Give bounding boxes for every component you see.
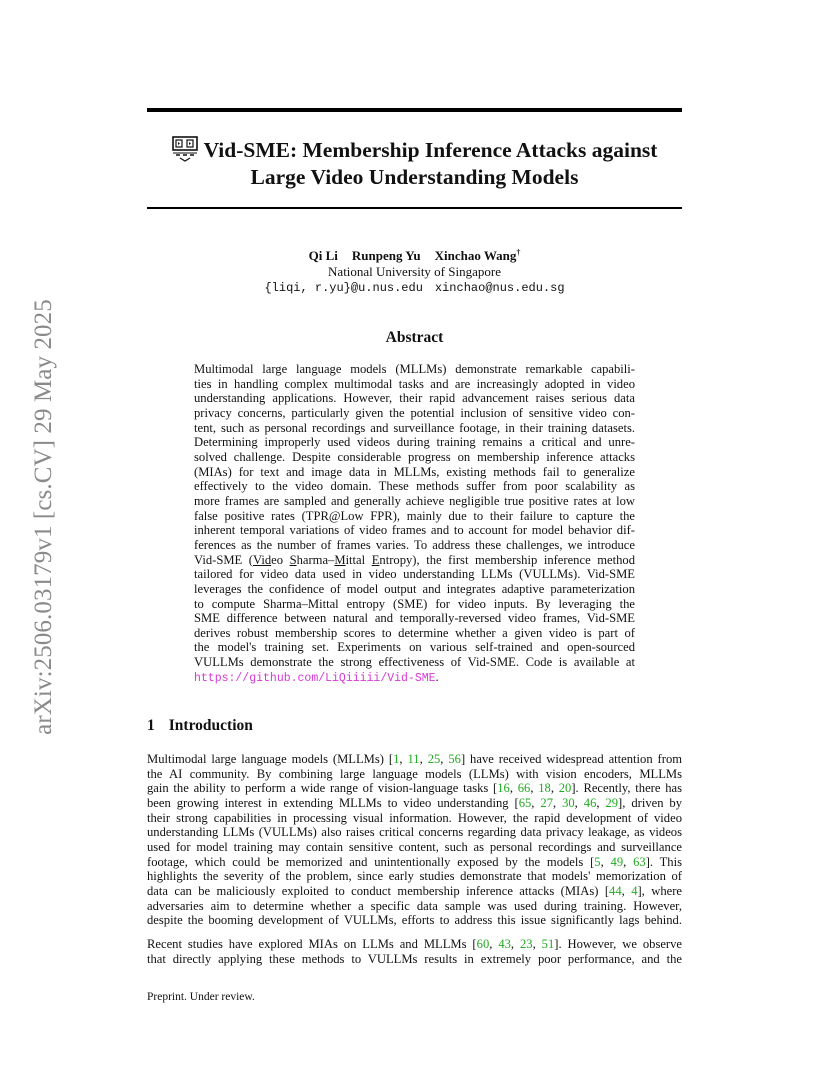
- title-line-1: [147, 134, 682, 164]
- title-top-rule: [147, 108, 682, 112]
- text-run: despite the booming development of VULLMs, efforts to address this issue significantly lags behind.: [147, 913, 682, 928]
- citation-link[interactable]: 44: [609, 883, 622, 898]
- acronym-letter: M: [334, 552, 346, 567]
- abstract-line: leverages the confidence of model output and integrates adaptive parameterization: [194, 581, 635, 596]
- text-run: data can be maliciously exploited to conduct membership inference attacks (MIAs) [: [147, 883, 610, 898]
- abstract-line: effectively to the video domain. These methods suffer from poor scalability as: [194, 479, 635, 494]
- text-run: ,: [419, 752, 428, 766]
- citation-link[interactable]: 66: [517, 781, 531, 796]
- title-bottom-rule: [147, 207, 682, 209]
- text-run: Recent studies have explored MIAs on LLMs and MLLMs [: [147, 937, 477, 951]
- paragraph-line: [147, 796, 682, 811]
- paragraph-line: [147, 752, 682, 767]
- text-run: ,: [509, 781, 518, 796]
- title-line-2: Large Video Understanding Models: [250, 165, 579, 189]
- text-run: ], where: [637, 883, 682, 898]
- author-name: Qi Li: [308, 248, 338, 263]
- abstract-line: Determining improperly used videos during training remains a critical and unre-: [194, 435, 635, 450]
- paragraph-line: [147, 825, 682, 840]
- introduction-paragraph-1: [147, 752, 682, 928]
- text-run: ,: [600, 854, 611, 869]
- citation-link[interactable]: 43: [498, 937, 511, 951]
- abstract-line: more frames are sampled and generally achieve negligible true positive rates at low: [194, 493, 635, 508]
- abstract-line: the model's training set. Experiments on various self-trained and open-sourced: [194, 640, 635, 655]
- paragraph-line: [147, 913, 682, 928]
- abstract-line: ferences as the number of frames varies. To address these challenges, we introduce: [194, 537, 635, 552]
- text-run: been growing interest in extending MLLMs to video understanding [: [147, 795, 519, 810]
- email-address: xinchao@nus.edu.sg: [434, 281, 565, 295]
- authors-block: [147, 245, 682, 296]
- paragraph-line: [147, 869, 682, 884]
- text-run: ittal: [345, 552, 372, 567]
- text-run: their strong capabilities in processing visual information. However, the rapid development of video: [147, 810, 682, 825]
- paragraph-line: [147, 767, 682, 782]
- text-run: gain the ability to perform a wide range of vision-language tasks [: [147, 781, 498, 796]
- email-address: {liqi, r.yu}@u.nus.edu: [264, 281, 423, 295]
- abstract-line: understanding applications. However, their rapid advancement raises serious data: [194, 391, 635, 406]
- abstract-line-last: [194, 670, 635, 687]
- text-run: ,: [399, 752, 408, 766]
- citation-link[interactable]: 56: [448, 752, 461, 766]
- text-run: footage, which could be memorized and unintentionally exposed by the models [: [147, 854, 595, 869]
- text-run: ]. Recently, there has: [571, 781, 682, 796]
- text-run: ,: [440, 752, 449, 766]
- abstract-line: false positive rates (TPR@Low FPR), mainly due to their failure to capture the: [194, 508, 635, 523]
- citation-link[interactable]: 27: [540, 795, 553, 810]
- text-run: ,: [574, 795, 584, 810]
- corresponding-author-mark: †: [516, 248, 521, 257]
- citation-link[interactable]: 16: [497, 781, 510, 796]
- section-heading-introduction: [147, 717, 253, 735]
- acronym-letter: S: [289, 552, 297, 567]
- text-run: ,: [510, 937, 520, 951]
- author-name-text: Xinchao Wang: [434, 248, 517, 263]
- citation-link[interactable]: 23: [519, 937, 533, 951]
- text-run: Multimodal large language models (MLLMs) [: [147, 752, 394, 766]
- author-names: [147, 245, 682, 264]
- introduction-paragraph-2: [147, 937, 682, 966]
- paragraph-line: [147, 840, 682, 855]
- citation-link[interactable]: 18: [538, 781, 551, 796]
- text-run: highlights the severity of the problem, since early studies demonstrate that models' memorization of: [147, 869, 682, 884]
- citation-link[interactable]: 51: [541, 937, 555, 951]
- text-run: ntropy), the first membership inference method: [379, 552, 635, 567]
- paragraph-line: [147, 884, 682, 899]
- citation-link[interactable]: 4: [631, 883, 638, 898]
- citation-link[interactable]: 25: [427, 752, 441, 766]
- author-emails: [147, 280, 682, 296]
- citation-link[interactable]: 49: [610, 854, 624, 869]
- affiliation: National University of Singapore: [328, 264, 501, 279]
- text-run: that directly applying these methods to VULLMs results in extremely poor performance, and the: [147, 951, 682, 966]
- title-line-1-text: Vid-SME: Membership Inference Attacks against: [203, 138, 658, 162]
- citation-link[interactable]: 20: [558, 781, 572, 796]
- text-run: used for model training may contain sensitive content, such as personal recordings and surveillance: [147, 839, 682, 854]
- acronym-letter: Vid: [252, 552, 272, 567]
- text-run: adversaries aim to determine whether a specific data sample was used during training. However,: [147, 898, 682, 913]
- citation-link[interactable]: 30: [562, 795, 575, 810]
- citation-link[interactable]: 65: [518, 795, 532, 810]
- abstract-line: SME difference between natural and temporally-reversed video frames, Vid-SME: [194, 611, 635, 626]
- text-run: ,: [552, 795, 563, 810]
- text-run: Vid-SME (: [194, 552, 253, 567]
- abstract-line: to compute Sharma–Mittal entropy (SME) for video inputs. By leveraging the: [194, 596, 635, 611]
- citation-link[interactable]: 1: [393, 752, 400, 766]
- code-repository-link[interactable]: https://github.com/LiQiiiii/Vid-SME: [194, 671, 436, 685]
- acronym-letter: E: [371, 552, 380, 567]
- film-clapper-icon: [172, 134, 198, 162]
- text-run: ]. This: [645, 854, 682, 869]
- abstract-line: VULLMs demonstrate the strong effectiveness of Vid-SME. Code is available at: [194, 655, 635, 670]
- abstract-line: ties in handling complex multimodal tasks and are increasingly adopted in video: [194, 376, 635, 391]
- abstract-line: tailored for video data used in video understanding LLMs (VULLMs). Vid-SME: [194, 567, 635, 582]
- text-run: the AI community. By combining large language models (LLMs) with vision encoders, MLLMs: [147, 766, 682, 781]
- paper-title: [147, 134, 682, 191]
- text-run: ,: [621, 883, 632, 898]
- text-run: ]. However, we observe: [554, 937, 683, 951]
- abstract-line: privacy concerns, particularly given the potential inclusion of sensitive video con-: [194, 405, 635, 420]
- text-run: ,: [623, 854, 634, 869]
- text-run: .: [435, 669, 439, 684]
- text-run: ,: [596, 795, 606, 810]
- citation-link[interactable]: 11: [407, 752, 420, 766]
- author-name: [435, 248, 521, 263]
- citation-link[interactable]: 5: [594, 854, 601, 869]
- paragraph-line: [147, 811, 682, 826]
- paragraph-line: [147, 952, 682, 967]
- abstract-line: Multimodal large language models (MLLMs) demonstrate remarkable capabili-: [194, 362, 635, 376]
- abstract-line: derives robust membership scores to determine whether a given video is part of: [194, 625, 635, 640]
- text-run: ,: [531, 795, 541, 810]
- abstract-line: tent, such as personal recordings and surveillance footage, in their training datasets.: [194, 420, 635, 435]
- paper-title-block: [147, 134, 682, 191]
- paragraph-line: [147, 937, 682, 952]
- text-run: ,: [550, 781, 559, 796]
- citation-link[interactable]: 60: [476, 937, 490, 951]
- abstract-heading: Abstract: [385, 329, 444, 346]
- text-run: eo: [271, 552, 290, 567]
- arxiv-identifier-stamp: arXiv:2506.03179v1 [cs.CV] 29 May 2025: [30, 299, 57, 735]
- citation-link[interactable]: 29: [605, 795, 619, 810]
- paragraph-line: [147, 899, 682, 914]
- paragraph-line: [147, 855, 682, 870]
- citation-link[interactable]: 46: [583, 795, 597, 810]
- text-run: ,: [530, 781, 539, 796]
- paragraph-line: [147, 781, 682, 796]
- section-title: Introduction: [168, 717, 253, 734]
- abstract-line: solved challenge. Despite considerable progress on membership inference attacks: [194, 449, 635, 464]
- preprint-footer: Preprint. Under review.: [147, 991, 255, 1003]
- text-run: ,: [532, 937, 542, 951]
- text-run: harma–: [296, 552, 335, 567]
- citation-link[interactable]: 63: [633, 854, 646, 869]
- abstract-line-acronym: [194, 553, 635, 568]
- abstract-line: (MIAs) for text and image data in MLLMs, existing methods fail to generalize: [194, 464, 635, 479]
- text-run: ], driven by: [618, 795, 683, 810]
- text-run: ,: [489, 937, 499, 951]
- author-name: Runpeng Yu: [351, 248, 421, 263]
- section-number: 1: [147, 717, 155, 734]
- abstract-line: inherent temporal variations of video frames and to account for model behavior dif-: [194, 523, 635, 538]
- text-run: understanding LLMs (VULLMs) also raises critical concerns regarding data privacy leakage, as videos: [147, 825, 682, 840]
- text-run: ] have received widespread attention from: [460, 752, 683, 766]
- abstract-body: [194, 362, 635, 686]
